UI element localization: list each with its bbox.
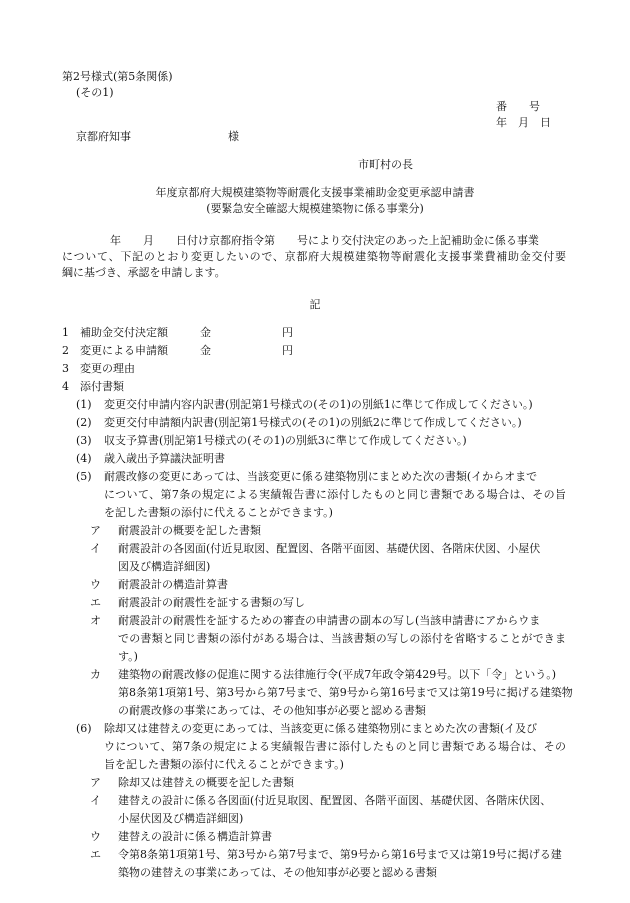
attachment-text: 除却又は建替えの変更にあっては、当該変更に係る建築物別にまとめた次の書類(イ及び — [104, 722, 538, 735]
item-number: 3 — [62, 362, 69, 375]
attachment-text: 変更交付申請内容内訳書(別記第1号様式の(その1)の別紙1に準じて作成してください。) — [104, 398, 533, 411]
sub-item-kana: エ — [90, 848, 101, 861]
item-label: 補助金交付決定額 — [80, 326, 168, 339]
sub-item-kana: ア — [90, 776, 101, 789]
sub-item-text: での書類と同じ書類の添付がある場合は、当該書類の写しの添付を省略することができま — [118, 632, 566, 645]
attachments-list — [62, 396, 573, 882]
form-sub: (その1) — [76, 86, 114, 99]
item-kin: 金 — [200, 344, 211, 357]
attachment-text: について、第7条の規定による実績報告書に添付したものと同じ書類である場合は、その旨 — [104, 488, 566, 501]
attachment-text: を記した書類の添付に代えることができます。) — [104, 506, 333, 519]
item-label: 変更の理由 — [80, 362, 135, 375]
attachment-text: ウについて、第7条の規定による実績報告書に添付したものと同じ書類である場合は、その — [104, 740, 566, 753]
attachment-text: 歳入歳出予算議決証明書 — [104, 452, 225, 465]
attachment-number: (6) — [76, 722, 92, 735]
applicant: 市町村の長 — [358, 158, 413, 171]
date-label: 年 月 日 — [496, 116, 551, 129]
form-number: 第2号様式(第5条関係) — [62, 70, 173, 83]
attachment-number: (5) — [76, 470, 92, 483]
item-label: 添付書類 — [80, 380, 124, 393]
sub-item-kana: イ — [90, 794, 101, 807]
intro-line: について、下記のとおり変更したいので、京都府大規模建築物等耐震化支援事業費補助金交付要 — [62, 250, 566, 263]
item-yen: 円 — [282, 344, 293, 357]
sub-item-kana: ウ — [90, 578, 101, 591]
attachment-number: (4) — [76, 452, 92, 465]
item-number: 2 — [62, 344, 69, 357]
sub-item-kana: カ — [90, 668, 101, 681]
ki-heading: 記 — [309, 298, 321, 311]
addressee: 京都府知事 — [76, 130, 131, 143]
attachment-text: 旨を記した書類の添付に代えることができます。) — [104, 758, 344, 771]
honorific: 様 — [228, 130, 239, 143]
sub-item-text: 除却又は建替えの概要を記した書類 — [118, 776, 294, 789]
sub-item-text: 耐震設計の概要を記した書類 — [118, 524, 261, 537]
attachment-number: (2) — [76, 416, 92, 429]
attachment-number: (1) — [76, 398, 92, 411]
sub-item-text: 小屋伏図及び構造詳細図) — [118, 812, 244, 825]
intro-line: 年 月 日付け京都府指令第 号により交付決定のあった上記補助金に係る事業 — [110, 234, 539, 247]
sub-item-text: 第8条第1項第1号、第3号から第7号まで、第9号から第16号まで又は第19号に掲げる建築物 — [118, 686, 573, 699]
sub-item-kana: ア — [90, 524, 101, 537]
intro-line: 綱に基づき、承認を申請します。 — [62, 266, 226, 279]
attachment-text: 収支予算書(別記第1号様式の(その1)の別紙3に準じて作成してください。) — [104, 434, 467, 447]
sub-item-kana: エ — [90, 596, 101, 609]
document-title: 年度京都府大規模建築物等耐震化支援事業補助金変更承認申請書 — [155, 186, 475, 199]
item-kin: 金 — [200, 326, 211, 339]
item-number: 4 — [62, 380, 69, 393]
sub-item-text: 耐震設計の耐震性を証するための審査の申請書の副本の写し(当該申請書にアからウま — [118, 614, 541, 627]
sub-item-text: 耐震設計の耐震性を証する書類の写し — [118, 596, 305, 609]
items-list — [62, 324, 566, 396]
attachment-number: (3) — [76, 434, 92, 447]
document-subtitle: (要緊急安全確認大規模建築物に係る事業分) — [206, 202, 424, 215]
item-yen: 円 — [282, 326, 293, 339]
attachment-text: 耐震改修の変更にあっては、当該変更に係る建築物別にまとめた次の書類(イからオまで — [104, 470, 538, 483]
sub-item-text: 建替えの設計に係る各図面(付近見取図、配置図、各階平面図、基礎伏図、各階床伏図、 — [118, 794, 552, 807]
number-label: 番 号 — [496, 100, 540, 113]
sub-item-kana: オ — [90, 614, 101, 627]
sub-item-kana: ウ — [90, 830, 101, 843]
sub-item-text: の耐震改修の事業にあっては、その他知事が必要と認める書類 — [118, 704, 426, 717]
item-label: 変更による申請額 — [80, 344, 168, 357]
sub-item-text: 建替えの設計に係る構造計算書 — [118, 830, 272, 843]
sub-item-text: 図及び構造詳細図) — [118, 560, 211, 573]
sub-item-text: 築物の建替えの事業にあっては、その他知事が必要と認める書類 — [118, 866, 437, 879]
intro-paragraph — [62, 232, 566, 280]
sub-item-text: す。) — [118, 650, 138, 663]
sub-item-text: 建築物の耐震改修の促進に関する法律施行令(平成7年政令第429号。以下「令」という。) — [118, 668, 557, 681]
sub-item-kana: イ — [90, 542, 101, 555]
attachment-text: 変更交付申請額内訳書(別記第1号様式の(その1)の別紙2に準じて作成してください。) — [104, 416, 522, 429]
sub-item-text: 耐震設計の構造計算書 — [118, 578, 228, 591]
sub-item-text: 耐震設計の各図面(付近見取図、配置図、各階平面図、基礎伏図、各階床伏図、小屋伏 — [118, 542, 541, 555]
sub-item-text: 令第8条第1項第1号、第3号から第7号まで、第9号から第16号まで又は第19号に掲げる建 — [118, 848, 562, 861]
item-number: 1 — [62, 326, 69, 339]
